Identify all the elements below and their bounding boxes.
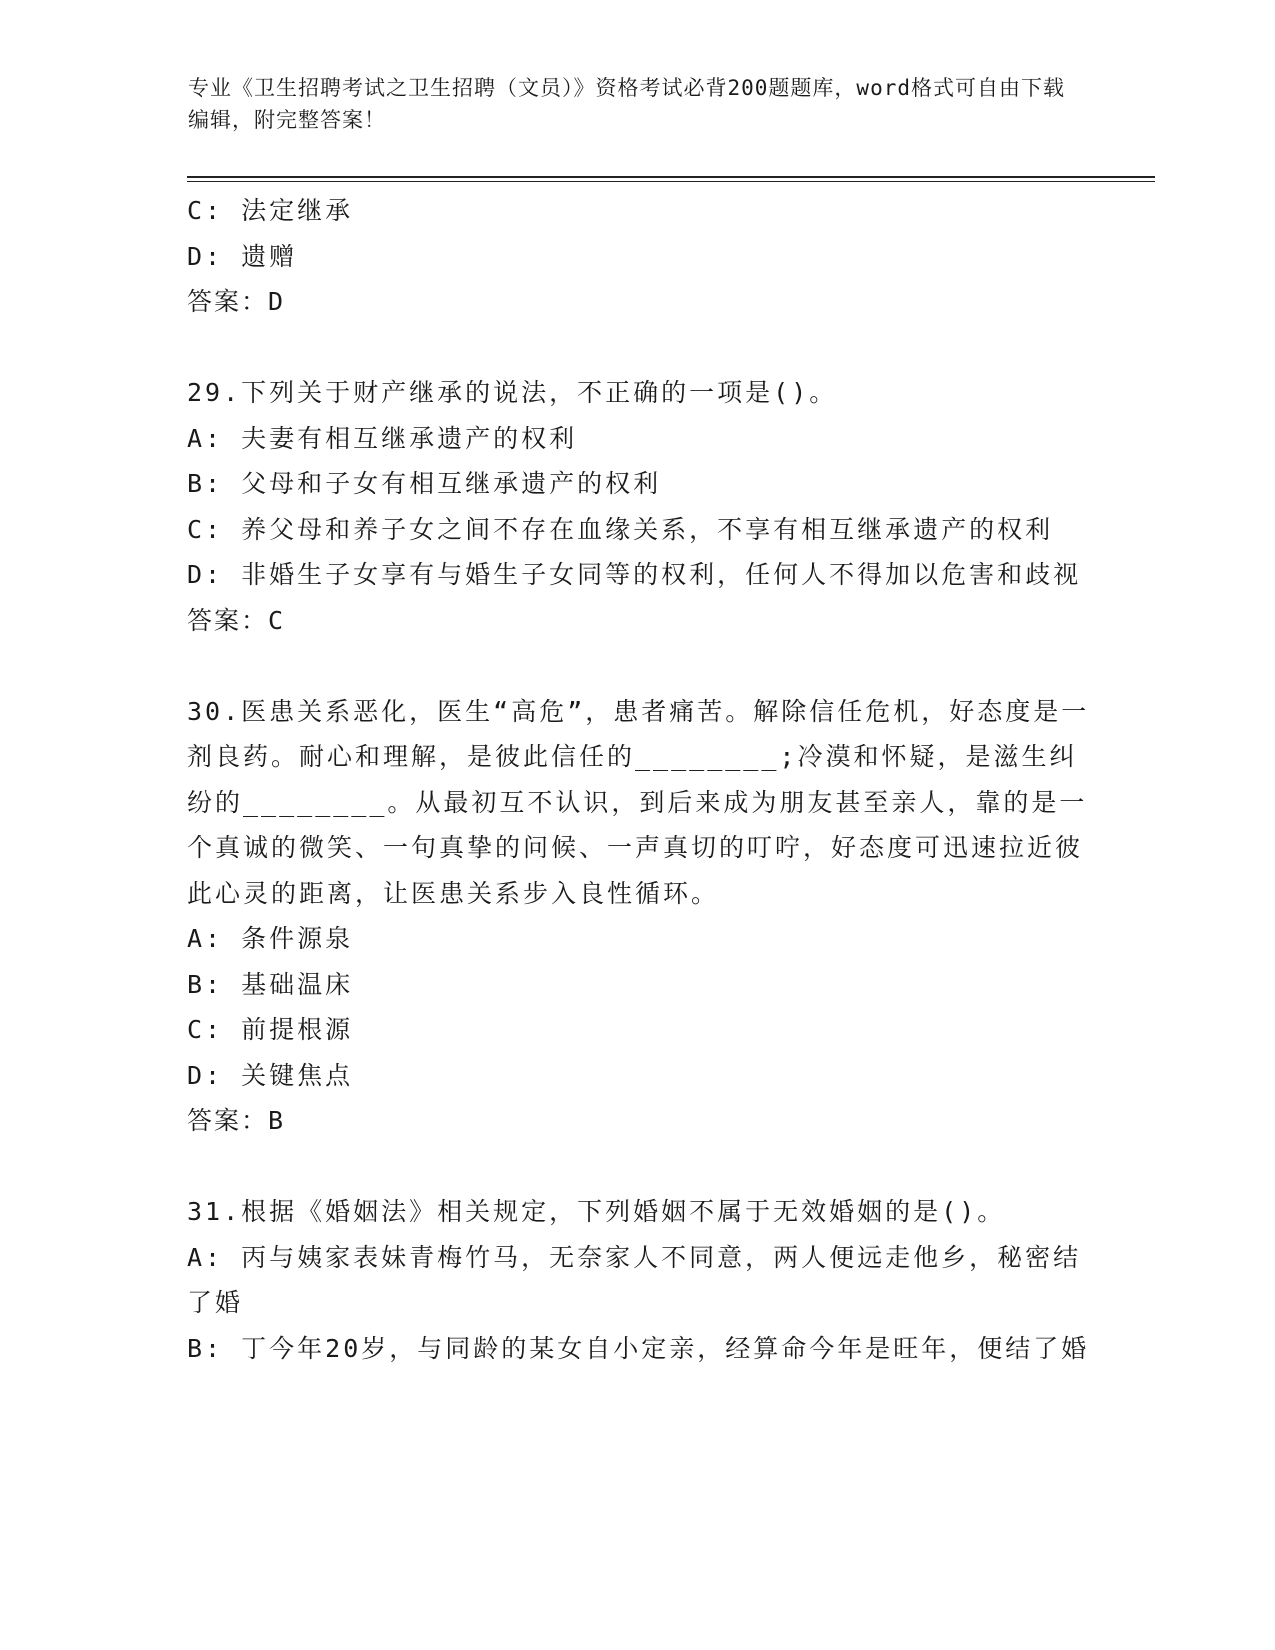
option-a: A: 丙与姨家表妹青梅竹马，无奈家人不同意，两人便远走他乡，秘密结了婚 bbox=[187, 1242, 1082, 1317]
option-d: D: 关键焦点 bbox=[187, 1060, 354, 1090]
option-d: D: 遗赠 bbox=[187, 241, 298, 271]
answer-label: 答案：D bbox=[187, 287, 286, 316]
question-stem: 30.医患关系恶化，医生“高危”，患者痛苦。解除信任危机，好态度是一剂良药。耐心和理解，是彼此信任的________;冷漠和怀疑，是滋生纠纷的________。从最初互不认识，到后来成为朋友甚至亲人，靠的是一个真诚的微笑、一句真挚的问候、一声真切的叮咛，好态度可迅速拉近彼此心灵的距离，让医患关系步入良性循环。 bbox=[187, 696, 1090, 908]
option-b: B: 丁今年20岁，与同龄的某女自小定亲，经算命今年是旺年，便结了婚 bbox=[187, 1333, 1090, 1363]
answer-label: 答案：C bbox=[187, 605, 286, 635]
option-c: C: 前提根源 bbox=[187, 1015, 354, 1044]
option-c: C: 养父母和养子女之间不存在血缘关系，不享有相互继承遗产的权利 bbox=[187, 514, 1054, 544]
option-a: A: 条件源泉 bbox=[187, 924, 354, 953]
option-a: A: 夫妻有相互继承遗产的权利 bbox=[187, 423, 578, 453]
question-28-tail bbox=[187, 188, 1092, 325]
question-29 bbox=[187, 370, 1092, 643]
question-30 bbox=[187, 689, 1092, 1144]
question-stem: 29.下列关于财产继承的说法，不正确的一项是()。 bbox=[187, 378, 838, 407]
spacer bbox=[187, 1144, 1092, 1190]
option-b: B: 基础温床 bbox=[187, 969, 354, 999]
header-divider-thick bbox=[187, 176, 1155, 178]
spacer bbox=[187, 325, 1092, 371]
answer-label: 答案：B bbox=[187, 1106, 286, 1135]
header-divider-thin bbox=[187, 181, 1155, 182]
option-d: D: 非婚生子女享有与婚生子女同等的权利，任何人不得加以危害和歧视 bbox=[187, 560, 1082, 589]
option-c: C: 法定继承 bbox=[187, 196, 354, 225]
spacer bbox=[187, 643, 1092, 689]
question-list bbox=[187, 188, 1092, 1371]
page-header-title: 专业《卫生招聘考试之卫生招聘（文员）》资格考试必背200题题库，word格式可自由下载编辑，附完整答案！ bbox=[188, 76, 1065, 132]
question-31 bbox=[187, 1189, 1092, 1371]
option-b: B: 父母和子女有相互继承遗产的权利 bbox=[187, 469, 662, 498]
question-stem: 31.根据《婚姻法》相关规定，下列婚姻不属于无效婚姻的是()。 bbox=[187, 1197, 1006, 1226]
